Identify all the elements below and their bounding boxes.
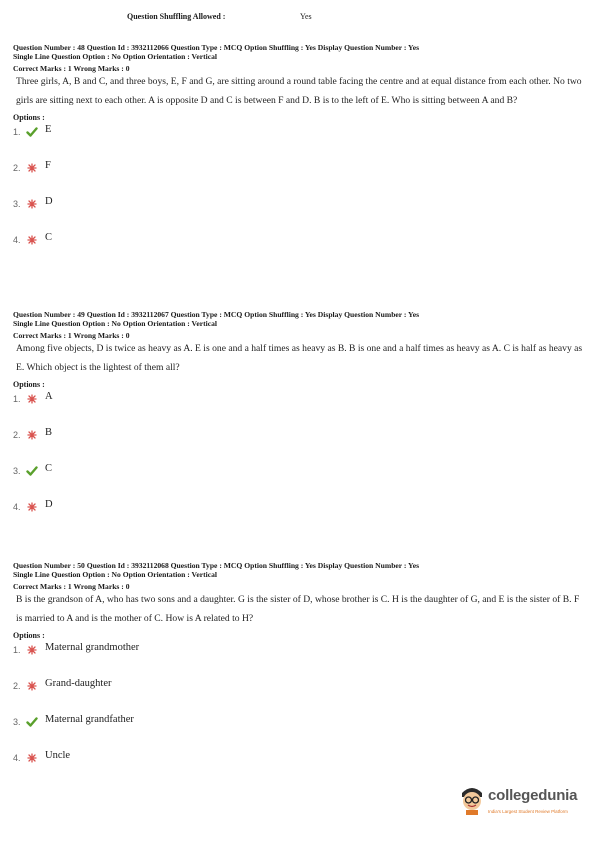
cross-icon	[26, 393, 38, 405]
option-text: E	[45, 124, 52, 136]
question-meta-line-2: Single Line Question Option : No Option Orientation : Vertical	[13, 318, 217, 328]
cross-icon	[26, 198, 38, 210]
option-item	[13, 640, 583, 676]
option-number: 4.	[13, 502, 21, 513]
collegedunia-logo	[458, 783, 578, 823]
check-icon	[26, 465, 38, 477]
option-item	[13, 158, 583, 194]
option-number: 3.	[13, 466, 21, 477]
option-number: 3.	[13, 199, 21, 210]
logo-tagline: India's Largest Student Review Platform	[488, 809, 568, 814]
option-item	[13, 230, 583, 266]
option-item	[13, 461, 583, 497]
option-item	[13, 389, 583, 425]
option-text: Grand-daughter	[45, 678, 112, 690]
question-block-48	[13, 44, 583, 266]
option-item	[13, 497, 583, 533]
option-text: D	[45, 196, 53, 208]
option-number: 1.	[13, 645, 21, 656]
option-number: 3.	[13, 717, 21, 728]
check-icon	[26, 716, 38, 728]
option-text: D	[45, 499, 53, 511]
option-item	[13, 425, 583, 461]
question-meta-line-1: Question Number : 48 Question Id : 3932112066 Question Type : MCQ Option Shuffling : Yes Display Question Number : Yes	[13, 43, 420, 52]
shuffling-line	[127, 12, 312, 21]
question-text: Among five objects, D is twice as heavy as A. E is one and a half times as heavy as B. B is one and a half times as heavy as A. C is half as heavy as E. Which object is the lightest of them all?	[16, 343, 583, 373]
option-text: Uncle	[45, 750, 71, 762]
shuffling-value: Yes	[300, 12, 312, 21]
question-block-50	[13, 562, 583, 784]
option-number: 2.	[13, 681, 21, 692]
option-number: 1.	[13, 127, 21, 138]
cross-icon	[26, 234, 38, 246]
option-text: C	[45, 232, 53, 244]
marks-line: Correct Marks : 1 Wrong Marks : 0	[13, 64, 130, 74]
cross-icon	[26, 644, 38, 656]
cross-icon	[26, 429, 38, 441]
cross-icon	[26, 752, 38, 764]
logo-name: collegedunia	[488, 787, 578, 804]
options-list	[13, 640, 583, 784]
cross-icon	[26, 501, 38, 513]
option-text: Maternal grandmother	[45, 642, 140, 654]
option-item	[13, 712, 583, 748]
question-text: Three girls, A, B and C, and three boys, E, F and G, are sitting around a round table facing the centre and at equal distance from each other. No two girls are sitting next to each other. A is opposite D and C is between F and D. B is to the left of E. Who is sitting between A and B?	[16, 76, 582, 106]
question-text: B is the grandson of A, who has two sons and a daughter. G is the sister of D, whose brother is C. H is the daughter of G, and E is the sister of B. F is married to A and is the mother of C. How is A related to H?	[16, 594, 580, 624]
option-item	[13, 194, 583, 230]
option-text: C	[45, 463, 53, 475]
option-text: A	[45, 391, 53, 403]
option-number: 2.	[13, 430, 21, 441]
options-list	[13, 122, 583, 266]
question-meta-line-2: Single Line Question Option : No Option Orientation : Vertical	[13, 569, 217, 579]
option-text: F	[45, 160, 51, 172]
marks-line: Correct Marks : 1 Wrong Marks : 0	[13, 331, 130, 341]
options-label: Options :	[13, 113, 45, 123]
option-text: B	[45, 427, 53, 439]
question-meta	[13, 311, 583, 328]
question-meta-line-1: Question Number : 50 Question Id : 3932112068 Question Type : MCQ Option Shuffling : Yes Display Question Number : Yes	[13, 561, 420, 570]
shuffling-label: Question Shuffling Allowed :	[127, 12, 226, 21]
question-meta	[13, 562, 583, 579]
option-item	[13, 122, 583, 158]
question-block-49	[13, 311, 583, 533]
option-number: 2.	[13, 163, 21, 174]
mascot-icon	[458, 783, 486, 815]
option-text: Maternal grandfather	[45, 714, 134, 726]
cross-icon	[26, 162, 38, 174]
question-meta-line-2: Single Line Question Option : No Option Orientation : Vertical	[13, 51, 217, 61]
cross-icon	[26, 680, 38, 692]
marks-line: Correct Marks : 1 Wrong Marks : 0	[13, 582, 130, 592]
option-item	[13, 676, 583, 712]
question-meta-line-1: Question Number : 49 Question Id : 3932112067 Question Type : MCQ Option Shuffling : Yes Display Question Number : Yes	[13, 310, 420, 319]
option-item	[13, 748, 583, 784]
options-list	[13, 389, 583, 533]
options-label: Options :	[13, 380, 45, 390]
option-number: 4.	[13, 753, 21, 764]
check-icon	[26, 126, 38, 138]
option-number: 4.	[13, 235, 21, 246]
option-number: 1.	[13, 394, 21, 405]
question-meta	[13, 44, 583, 61]
options-label: Options :	[13, 631, 45, 641]
